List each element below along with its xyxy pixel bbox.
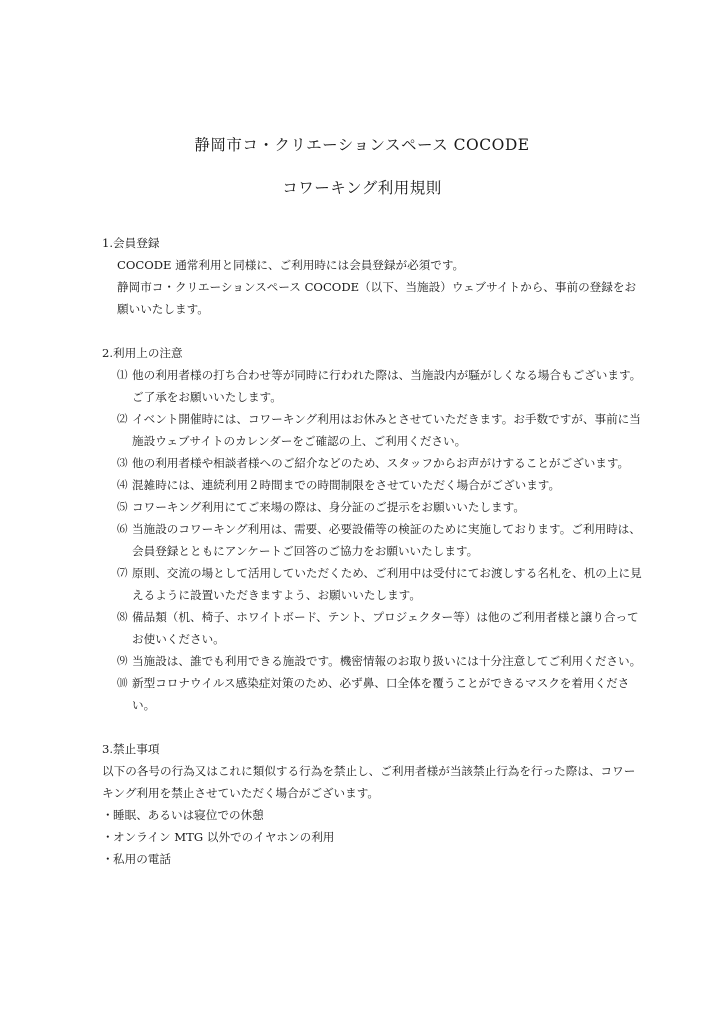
item-text: イベント開催時には、コワーキング利用はお休みとさせていただきます。お手数ですが、事前に当施設ウェブサイトのカレンダーをご確認の上、ご利用ください。: [132, 412, 641, 448]
document-subtitle: コワーキング利用規則: [282, 179, 442, 197]
list-item: [117, 408, 642, 452]
item-number: ⑺: [117, 567, 128, 579]
spacer: [102, 716, 642, 738]
item-text: コワーキング利用にてご来場の際は、身分証のご提示をお願いいたします。: [132, 500, 525, 514]
spacer: [102, 320, 642, 342]
paragraph: 以下の各号の行為又はこれに類似する行為を禁止し、ご利用者様が当該禁止行為を行った際は、コワーキング利用を禁止させていただく場合がございます。: [102, 764, 636, 800]
list-item: [102, 804, 642, 826]
section-usage-notes: [102, 342, 642, 716]
prohibited-list: [102, 804, 642, 870]
section-heading: 2.利用上の注意: [102, 346, 183, 360]
bullet-mark: ・: [102, 808, 114, 822]
list-item: [117, 518, 642, 562]
item-number: ⑻: [117, 611, 128, 623]
item-text: 当施設は、誰でも利用できる施設です。機密情報のお取り扱いには十分注意してご利用ください。: [132, 654, 642, 668]
paragraph: 静岡市コ・クリエーションスペース COCODE（以下、当施設）ウェブサイトから、事前の登録をお願いいたします。: [117, 280, 637, 316]
item-number: ⑽: [117, 677, 128, 689]
item-number: ⑶: [117, 457, 128, 469]
list-item: [117, 452, 642, 474]
notes-list: [102, 364, 642, 716]
section-heading: 3.禁止事項: [102, 742, 160, 756]
section-membership: [102, 232, 642, 320]
list-item: [117, 562, 642, 606]
item-number: ⑵: [117, 413, 128, 425]
item-text: 原則、交流の場として活用していただくため、ご利用中は受付にてお渡しする名札を、机の上に見えるように設置いただきますよう、お願いいたします。: [132, 566, 642, 602]
item-number: ⑴: [117, 369, 128, 381]
list-item: [102, 848, 642, 870]
list-item: [117, 474, 642, 496]
paragraph: COCODE 通常利用と同様に、ご利用時には会員登録が必須です。: [117, 258, 465, 272]
list-item: [117, 496, 642, 518]
list-item: [117, 672, 642, 716]
item-text: 備品類（机、椅子、ホワイトボード、テント、プロジェクター等）は他のご利用者様と譲り合ってお使いください。: [132, 610, 639, 646]
item-text: 当施設のコワーキング利用は、需要、必要設備等の検証のために実施しております。ご利用時は、会員登録とともにアンケートご回答のご協力をお願いいたします。: [132, 522, 641, 558]
item-number: ⑸: [117, 501, 128, 513]
item-text: 私用の電話: [113, 852, 171, 866]
list-item: [117, 364, 642, 408]
item-number: ⑷: [117, 479, 128, 491]
document-title: 静岡市コ・クリエーションスペース COCODE: [194, 136, 530, 154]
list-item: [117, 650, 642, 672]
item-number: ⑼: [117, 655, 128, 667]
item-text: 他の利用者様や相談者様へのご紹介などのため、スタッフからお声がけすることがございます。: [132, 456, 630, 470]
item-number: ⑹: [117, 523, 128, 535]
item-text: オンライン MTG 以外でのイヤホンの利用: [113, 830, 335, 844]
section-heading: 1.会員登録: [102, 236, 160, 250]
section-prohibited: [102, 738, 642, 870]
item-text: 他の利用者様の打ち合わせ等が同時に行われた際は、当施設内が騒がしくなる場合もございます。ご了承をお願いいたします。: [132, 368, 642, 404]
document-body: [102, 232, 642, 870]
list-item: [117, 606, 642, 650]
item-text: 混雑時には、連続利用２時間までの時間制限をさせていただく場合がございます。: [132, 478, 561, 492]
bullet-mark: ・: [102, 852, 114, 866]
list-item: [102, 826, 642, 848]
item-text: 新型コロナウイルス感染症対策のため、必ず鼻、口全体を覆うことができるマスクを着用ください。: [132, 676, 630, 712]
bullet-mark: ・: [102, 830, 114, 844]
item-text: 睡眠、あるいは寝位での休憩: [113, 808, 264, 822]
